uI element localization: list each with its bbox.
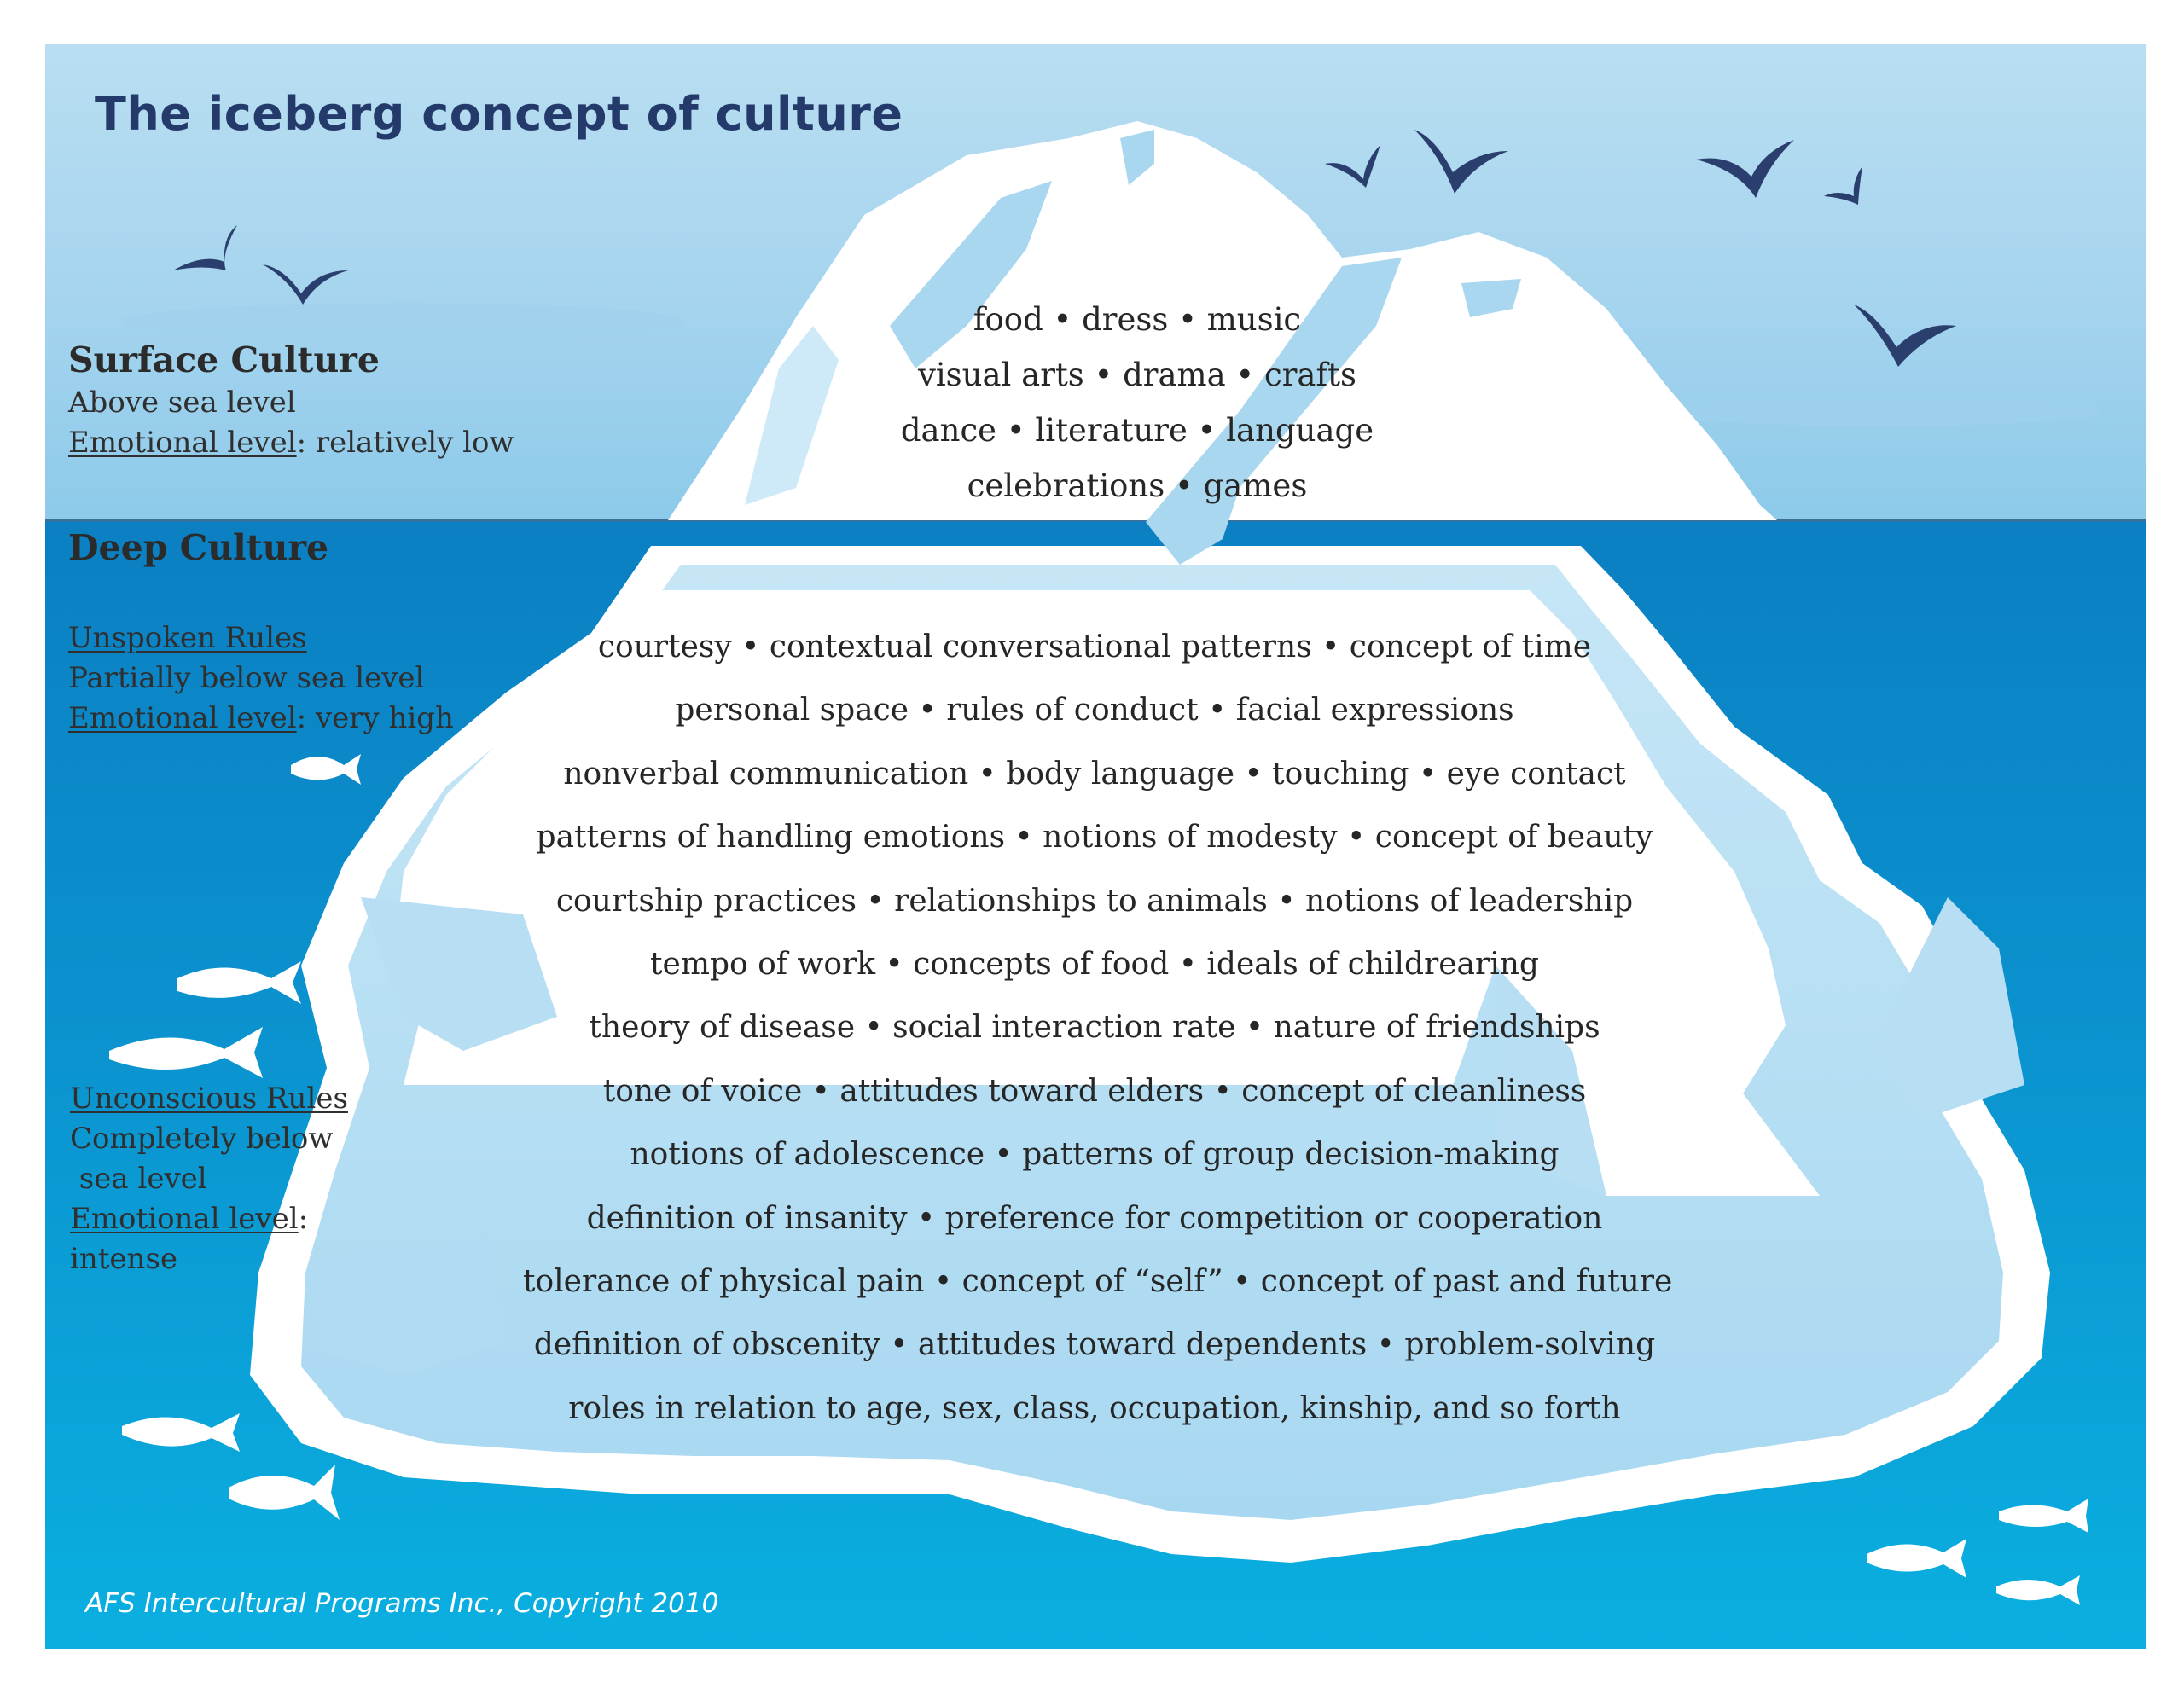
deep-item-row: patterns of handling emotions • notions of modesty • concept of beauty — [536, 820, 1653, 856]
surface-item-row: visual arts • drama • crafts — [917, 357, 1357, 393]
deep-item-row: definition of obscenity • attitudes toward dependents • problem-solving — [533, 1327, 1656, 1363]
unconscious-rules-emotional — [70, 1199, 348, 1239]
deep-item-row: courtesy • contextual conversational patterns • concept of time — [597, 629, 1592, 664]
surface-culture-emotional — [68, 423, 514, 463]
unconscious-rules-emotional-value: intense — [70, 1242, 178, 1276]
deep-item-row: nonverbal communication • body language • touching • eye contact — [563, 756, 1626, 792]
emotional-level-label: Emotional level — [70, 1202, 299, 1236]
page-title: The iceberg concept of culture — [95, 87, 903, 141]
deep-item-row: tempo of work • concepts of food • ideals of childrearing — [650, 947, 1539, 983]
unconscious-rules-location-1: Completely below — [70, 1122, 334, 1156]
surface-item-row: food • dress • music — [973, 301, 1302, 338]
deep-item-row: tone of voice • attitudes toward elders • concept of cleanliness — [602, 1073, 1587, 1109]
emotional-level-value: : relatively low — [296, 426, 514, 460]
emotional-level-label: Emotional level — [68, 701, 297, 735]
unspoken-rules-legend — [68, 618, 454, 739]
copyright-credit: AFS Intercultural Programs Inc., Copyright 2010 — [85, 1588, 719, 1619]
surface-culture-heading: Surface Culture — [68, 339, 380, 380]
deep-item-row: personal space • rules of conduct • facial expressions — [675, 693, 1514, 728]
deep-item-row: theory of disease • social interaction rate • nature of friendships — [589, 1010, 1600, 1046]
unconscious-rules-heading: Unconscious Rules — [70, 1082, 348, 1116]
deep-item-row: notions of adolescence • patterns of group decision-making — [630, 1137, 1560, 1173]
surface-culture-location: Above sea level — [68, 386, 296, 420]
iceberg-infographic — [45, 44, 2146, 1649]
deep-item-row: roles in relation to age, sex, class, occupation, kinship, and so forth — [568, 1390, 1621, 1426]
surface-culture-items — [830, 292, 1444, 513]
unconscious-rules-legend — [70, 1079, 348, 1279]
deep-item-row: definition of insanity • preference for competition or cooperation — [586, 1200, 1603, 1236]
unspoken-rules-location: Partially below sea level — [68, 661, 425, 695]
deep-culture-heading: Deep Culture — [68, 527, 329, 568]
deep-item-row: courtship practices • relationships to animals • notions of leadership — [555, 883, 1634, 919]
surface-culture-legend — [68, 337, 514, 463]
unspoken-rules-heading: Unspoken Rules — [68, 621, 307, 655]
surface-item-row: dance • literature • language — [900, 412, 1374, 449]
emotional-level-value: : — [298, 1202, 309, 1236]
emotional-level-label: Emotional level — [68, 426, 297, 460]
emotional-level-value: : very high — [296, 701, 454, 735]
deep-culture-items — [523, 616, 1673, 1441]
deep-culture-legend — [68, 525, 328, 571]
surface-item-row: celebrations • games — [967, 467, 1308, 504]
unconscious-rules-location-2: sea level — [70, 1162, 207, 1196]
deep-item-row: tolerance of physical pain • concept of “self” • concept of past and future — [523, 1264, 1673, 1300]
unspoken-rules-emotional — [68, 699, 454, 739]
